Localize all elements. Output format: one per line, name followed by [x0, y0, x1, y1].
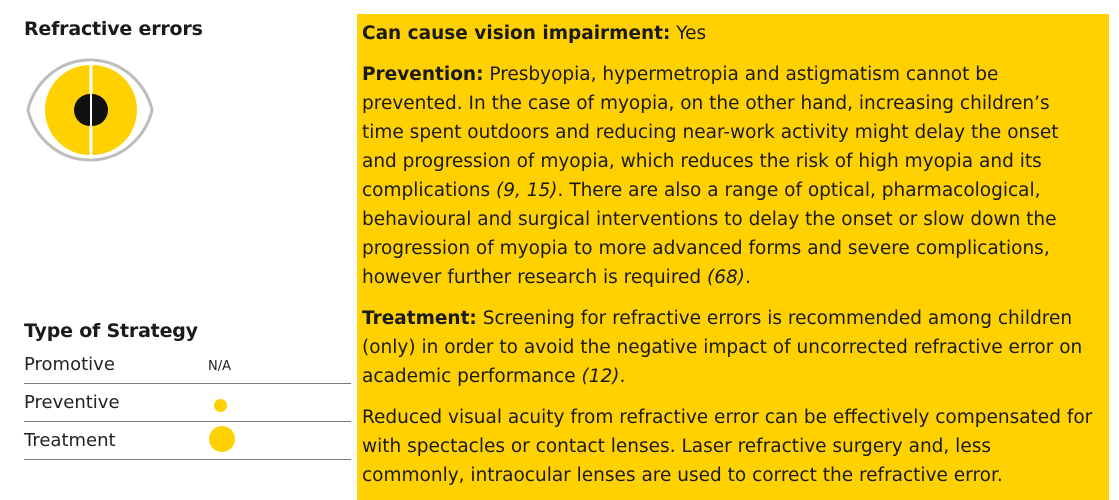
impairment-text: Yes	[670, 23, 707, 44]
acuity-paragraph: Reduced visual acuity from refractive error can be effectively compensated for with spectacles or contact lenses. Laser refractive surgery and, less commonly, intraocular lenses are used to correct the refractive error.	[362, 407, 1093, 486]
large-dot-icon	[209, 426, 235, 452]
eye-icon	[26, 58, 156, 162]
strategy-value-na: N/A	[208, 359, 231, 374]
condition-title: Refractive errors	[24, 18, 203, 40]
strategy-label: Preventive	[24, 392, 120, 413]
left-panel	[0, 0, 356, 500]
citation: (9, 15)	[496, 180, 558, 201]
strategy-row-promotive	[24, 353, 351, 384]
strategy-row-preventive	[24, 391, 351, 422]
prevention-paragraph	[362, 60, 1097, 292]
prevention-text: Presbyopia, hypermetropia and astigmatism cannot be prevented. In the case of myopia, on the other hand, increasing children’s time spent outdoors and reducing near-work activity might delay the onset and progression of myopia, which reduces the risk of high myopia and its complications	[362, 64, 1059, 201]
prevention-label: Prevention:	[362, 64, 484, 85]
treatment-text: Screening for refractive errors is recommended among children (only) in order to avoid the negative impact of uncorrected refractive error on academic performance	[362, 308, 1083, 387]
strategy-label: Treatment	[24, 430, 116, 451]
treatment-paragraph	[362, 304, 1097, 391]
treatment-text: .	[619, 366, 626, 387]
citation: (68)	[707, 267, 746, 288]
prevention-text: .	[745, 267, 751, 288]
prevention-text: . There are also a range of optical, pharmacological, behavioural and surgical interventions to delay the onset or slow down the progression of myopia to more advanced forms and severe complications, however further research is required	[362, 180, 1057, 288]
strategy-label: Promotive	[24, 354, 115, 375]
small-dot-icon	[214, 399, 227, 412]
content-panel	[357, 14, 1109, 500]
impairment-paragraph	[362, 19, 1097, 48]
treatment-label: Treatment:	[362, 308, 477, 329]
citation: (12)	[581, 366, 620, 387]
strategy-title: Type of Strategy	[24, 320, 198, 342]
impairment-label: Can cause vision impairment:	[362, 23, 671, 44]
strategy-row-treatment	[24, 429, 351, 460]
